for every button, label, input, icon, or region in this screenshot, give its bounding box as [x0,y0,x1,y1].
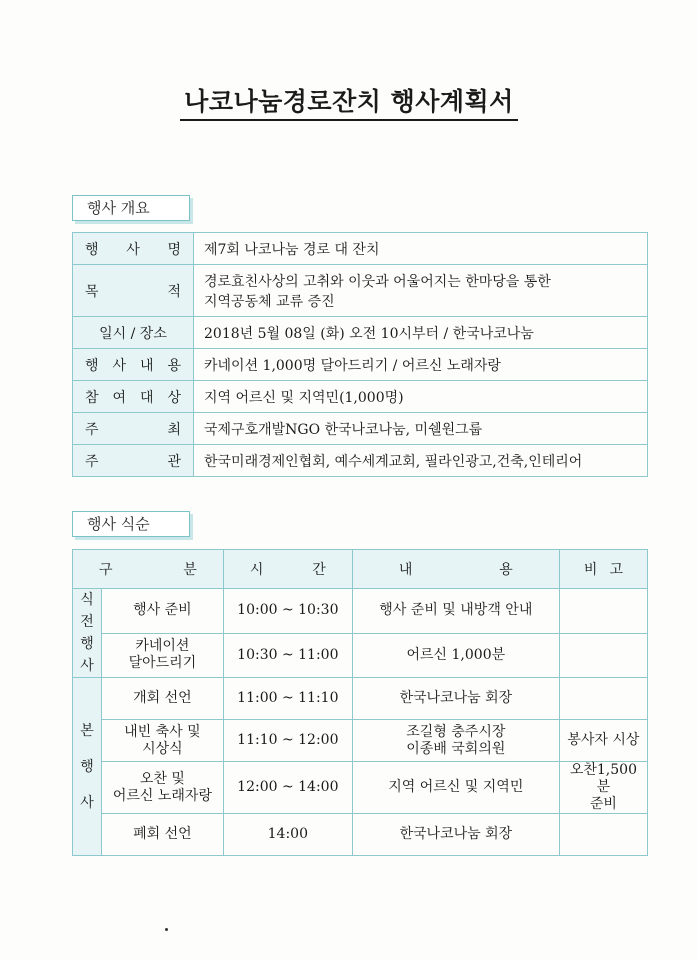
schedule-content: 행사 준비 및 내방객 안내 [352,589,559,634]
schedule-content: 조길형 충주시장 이종배 국회의원 [352,720,559,762]
overview-row-organizer [73,445,648,477]
schedule-note: 봉사자 시상 [559,720,647,762]
schedule-note [559,814,647,856]
header-note: 비 고 [559,550,647,589]
overview-key: 목 적 [73,265,194,317]
overview-table [72,232,648,477]
table-row [73,814,648,856]
overview-value: 국제구호개발NGO 한국나코나눔, 미쉘원그룹 [194,413,648,445]
overview-row-content [73,349,648,381]
overview-value: 제7회 나코나눔 경로 대 잔치 [194,233,648,265]
overview-key: 행 사 내 용 [73,349,194,381]
overview-key: 행 사 명 [73,233,194,265]
overview-row-participants [73,381,648,413]
header-division: 구 분 [73,550,224,589]
overview-key: 주 관 [73,445,194,477]
overview-row-event-name [73,233,648,265]
overview-key: 주 최 [73,413,194,445]
schedule-header-row [73,550,648,589]
schedule-time: 12:00 ~ 14:00 [223,762,352,814]
schedule-content: 지역 어르신 및 지역민 [352,762,559,814]
schedule-item: 내빈 축사 및 시상식 [102,720,224,762]
group-pre-event: 식 전 행 사 [73,589,102,678]
schedule-time: 11:10 ~ 12:00 [223,720,352,762]
overview-section-label: 행사 개요 [72,195,190,221]
overview-value: 한국미래경제인협회, 예수세계교회, 필라인광고,건축,인테리어 [194,445,648,477]
schedule-content: 한국나코나눔 회장 [352,678,559,720]
schedule-note [559,678,647,720]
header-time: 시 간 [223,550,352,589]
schedule-time: 10:30 ~ 11:00 [223,633,352,678]
table-row [73,720,648,762]
group-main-event: 본 행 사 [73,678,102,856]
overview-value: 카네이션 1,000명 달아드리기 / 어르신 노래자랑 [194,349,648,381]
table-row [73,762,648,814]
schedule-item: 개회 선언 [102,678,224,720]
overview-value: 지역 어르신 및 지역민(1,000명) [194,381,648,413]
schedule-content: 한국나코나눔 회장 [352,814,559,856]
schedule-time: 10:00 ~ 10:30 [223,589,352,634]
schedule-time: 14:00 [223,814,352,856]
document-title-text: 나코나눔경로잔치 행사계획서 [180,87,518,121]
overview-key: 참 여 대 상 [73,381,194,413]
schedule-table [72,549,648,856]
schedule-note [559,633,647,678]
document-title [0,82,698,118]
overview-key: 일시 / 장소 [73,317,194,349]
schedule-note [559,589,647,634]
scan-speck [165,928,168,931]
schedule-section-label: 행사 식순 [72,511,190,537]
table-row [73,633,648,678]
schedule-time: 11:00 ~ 11:10 [223,678,352,720]
header-content: 내 용 [352,550,559,589]
overview-row-host [73,413,648,445]
schedule-note: 오찬1,500분 준비 [559,762,647,814]
overview-value: 경로효친사상의 고취와 이웃과 어울어지는 한마당을 통한 지역공동체 교류 증진 [194,265,648,317]
table-row [73,589,648,634]
schedule-item: 폐회 선언 [102,814,224,856]
schedule-content: 어르신 1,000분 [352,633,559,678]
schedule-item: 오찬 및 어르신 노래자랑 [102,762,224,814]
overview-row-purpose [73,265,648,317]
schedule-item: 행사 준비 [102,589,224,634]
overview-row-date-place [73,317,648,349]
table-row [73,678,648,720]
overview-value: 2018년 5월 08일 (화) 오전 10시부터 / 한국나코나눔 [194,317,648,349]
schedule-item: 카네이션 달아드리기 [102,633,224,678]
